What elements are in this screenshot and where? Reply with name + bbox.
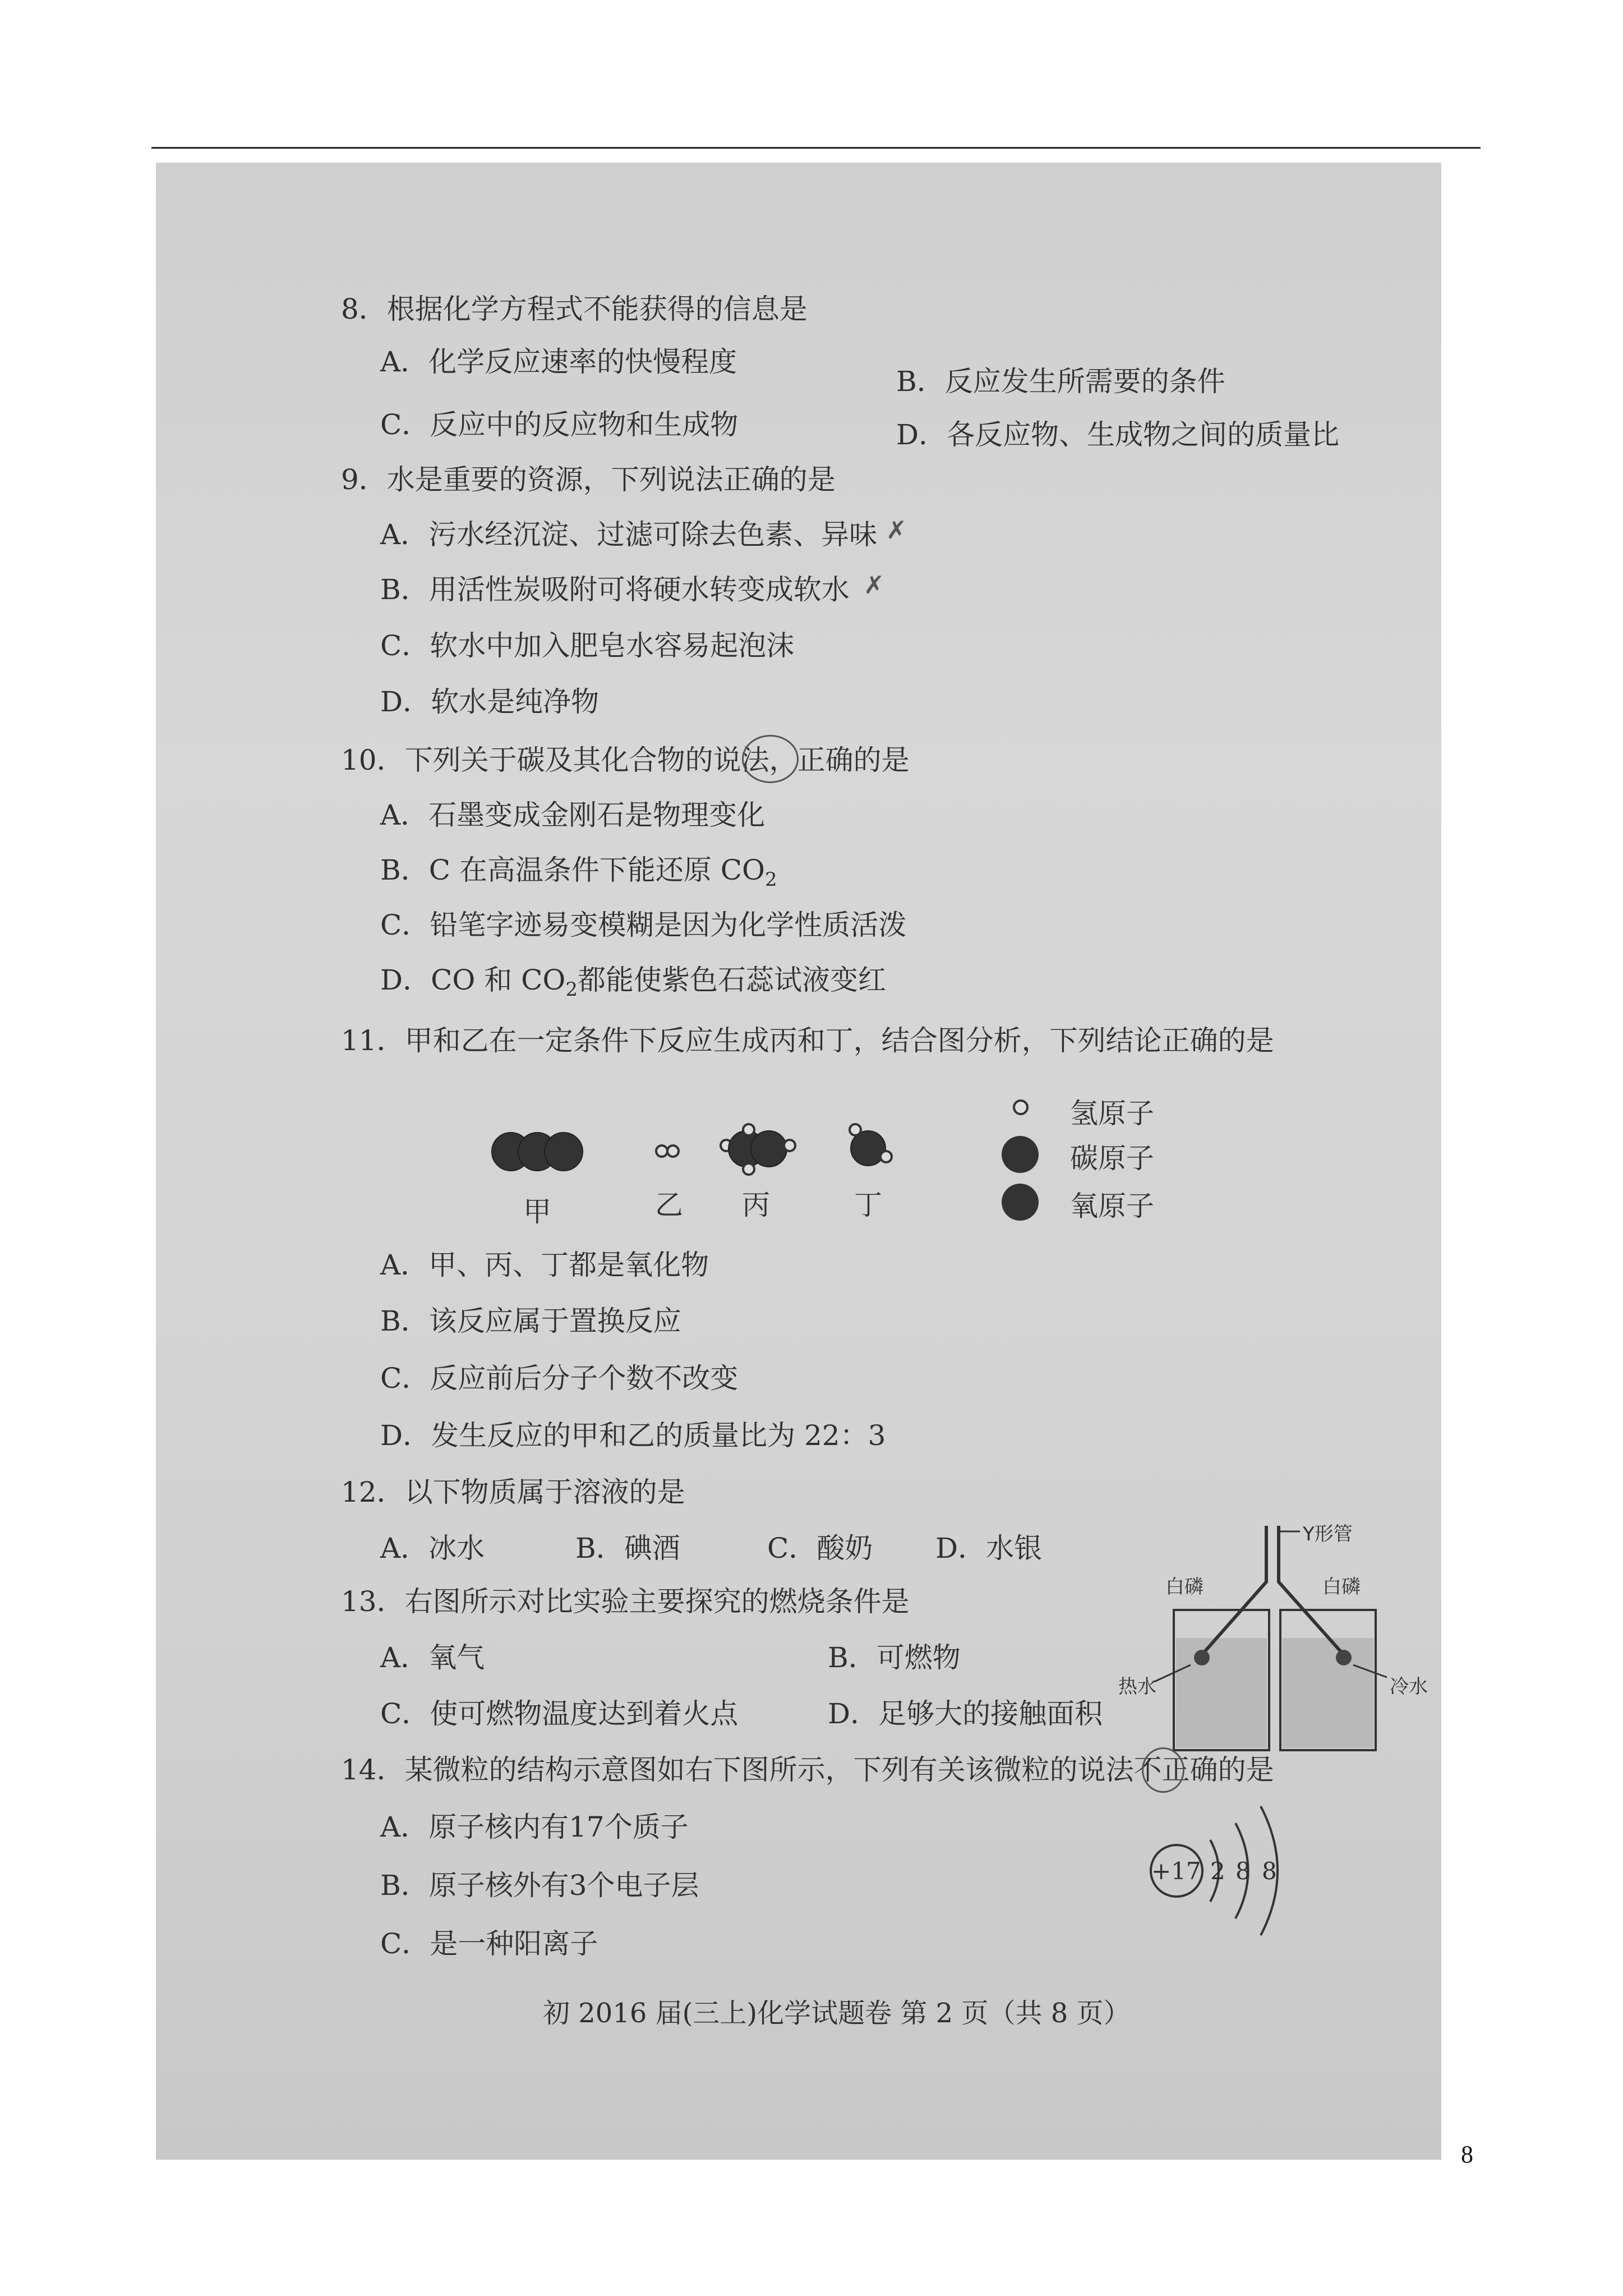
legend-hydrogen: 氢原子 [1070,1097,1154,1130]
q13-option-c: C．使可燃物温度达到着火点 [380,1697,739,1730]
q13-option-d: D．足够大的接触面积 [828,1697,1103,1730]
q14-option-a: A．原子核内有17个质子 [380,1811,689,1843]
molecule-label: 乙 [655,1189,683,1221]
q9-option-b: B．用活性炭吸附可将硬水转变成软水 [380,573,850,606]
oxygen-atom [544,1132,583,1171]
top-rule [151,147,1481,149]
circle-mark-icon [742,735,799,783]
q13-option-a: A．氧气 [380,1641,485,1674]
q9-option-a: A．污水经沉淀、过滤可除去色素、异味 [380,518,878,551]
q11-option-b: B．该反应属于置换反应 [380,1305,681,1337]
q9-option-d: D．软水是纯净物 [380,685,600,718]
q14-option-b: B．原子核外有3个电子层 [380,1869,699,1902]
y-tube-label: Y形管 [1303,1523,1353,1545]
y-tube-experiment-diagram [1132,1523,1412,1767]
exam-page-photo [156,163,1441,2160]
q12-option-c: C．酸奶 [767,1532,873,1565]
q12-option-b: B．碘酒 [575,1532,680,1565]
molecule-label: 丁 [854,1189,882,1221]
q14-option-c: C．是一种阳离子 [380,1927,598,1960]
q11-option-c: C．反应前后分子个数不改变 [380,1362,739,1395]
q13-stem: 13．右图所示对比实验主要探究的燃烧条件是 [341,1585,910,1618]
q10-option-c: C．铅笔字迹易变模糊是因为化学性质活泼 [380,909,907,941]
cross-mark-icon: ✗ [864,571,884,600]
page-number: 8 [1461,2141,1473,2168]
q12-option-d: D．水银 [935,1532,1043,1565]
hydrogen-legend-icon [1013,1099,1029,1115]
q12-stem: 12．以下物质属于溶液的是 [341,1476,685,1508]
q10-option-b: B．C 在高温条件下能还原 $CO_2$ [380,854,777,891]
q9-option-c: C．软水中加入肥皂水容易起泡沫 [380,629,795,662]
shell-electron-count: 2 [1210,1857,1225,1885]
cold-water-label: 冷水 [1390,1676,1428,1698]
q8-option-a: A．化学反应速率的快慢程度 [380,346,737,378]
hydrogen-atom [783,1139,796,1152]
hydrogen-atom [879,1150,893,1163]
page-footer: 初 2016 届(三上)化学试题卷 第 2 页（共 8 页） [543,1998,1131,2029]
left-phosphorus-label: 白磷 [1165,1576,1204,1598]
oxygen-atom [750,1130,787,1167]
molecule-label: 丙 [742,1189,770,1221]
nucleus-charge: +17 [1151,1857,1201,1885]
q10-option-d: D．CO 和 $CO_2$都能使紫色石蕊试液变红 [380,964,887,1001]
q11-stem: 11．甲和乙在一定条件下反应生成丙和丁，结合图分析，下列结论正确的是 [341,1024,1274,1057]
q8-option-c: C．反应中的反应物和生成物 [380,408,739,441]
q9-stem: 9．水是重要的资源，下列说法正确的是 [341,463,836,496]
legend-oxygen: 氧原子 [1070,1190,1154,1222]
legend-carbon: 碳原子 [1070,1142,1154,1175]
molecule-label: 甲 [523,1195,551,1228]
shell-electron-count: 8 [1262,1857,1277,1885]
q8-option-b: B．反应发生所需要的条件 [896,365,1225,398]
shell-electron-count: 8 [1235,1857,1251,1885]
hydrogen-atom [742,1123,755,1137]
q8-option-d: D．各反应物、生成物之间的质量比 [896,418,1340,451]
hydrogen-atom [849,1123,862,1137]
q10-option-a: A．石墨变成金刚石是物理变化 [380,799,766,831]
q10-stem: 10．下列关于碳及其化合物的说法，正确的是 [341,744,910,776]
q12-option-a: A．冰水 [380,1532,485,1565]
carbon-legend-icon [1002,1136,1039,1173]
cross-mark-icon: ✗ [886,516,907,545]
hydrogen-atom [742,1162,755,1176]
oxygen-legend-icon [1002,1184,1039,1221]
q11-option-a: A．甲、丙、丁都是氧化物 [380,1249,709,1281]
right-phosphorus-label: 白磷 [1322,1576,1361,1598]
q8-stem: 8．根据化学方程式不能获得的信息是 [341,293,808,325]
q14-stem: 14．某微粒的结构示意图如右下图所示，下列有关该微粒的说法不正确的是 [341,1754,1274,1786]
q11-option-d: D．发生反应的甲和乙的质量比为 22：3 [380,1419,886,1452]
q13-option-b: B．可燃物 [828,1641,961,1674]
hydrogen-atom [666,1144,680,1158]
circle-mark-icon [1142,1747,1184,1793]
hot-water-label: 热水 [1118,1676,1156,1698]
